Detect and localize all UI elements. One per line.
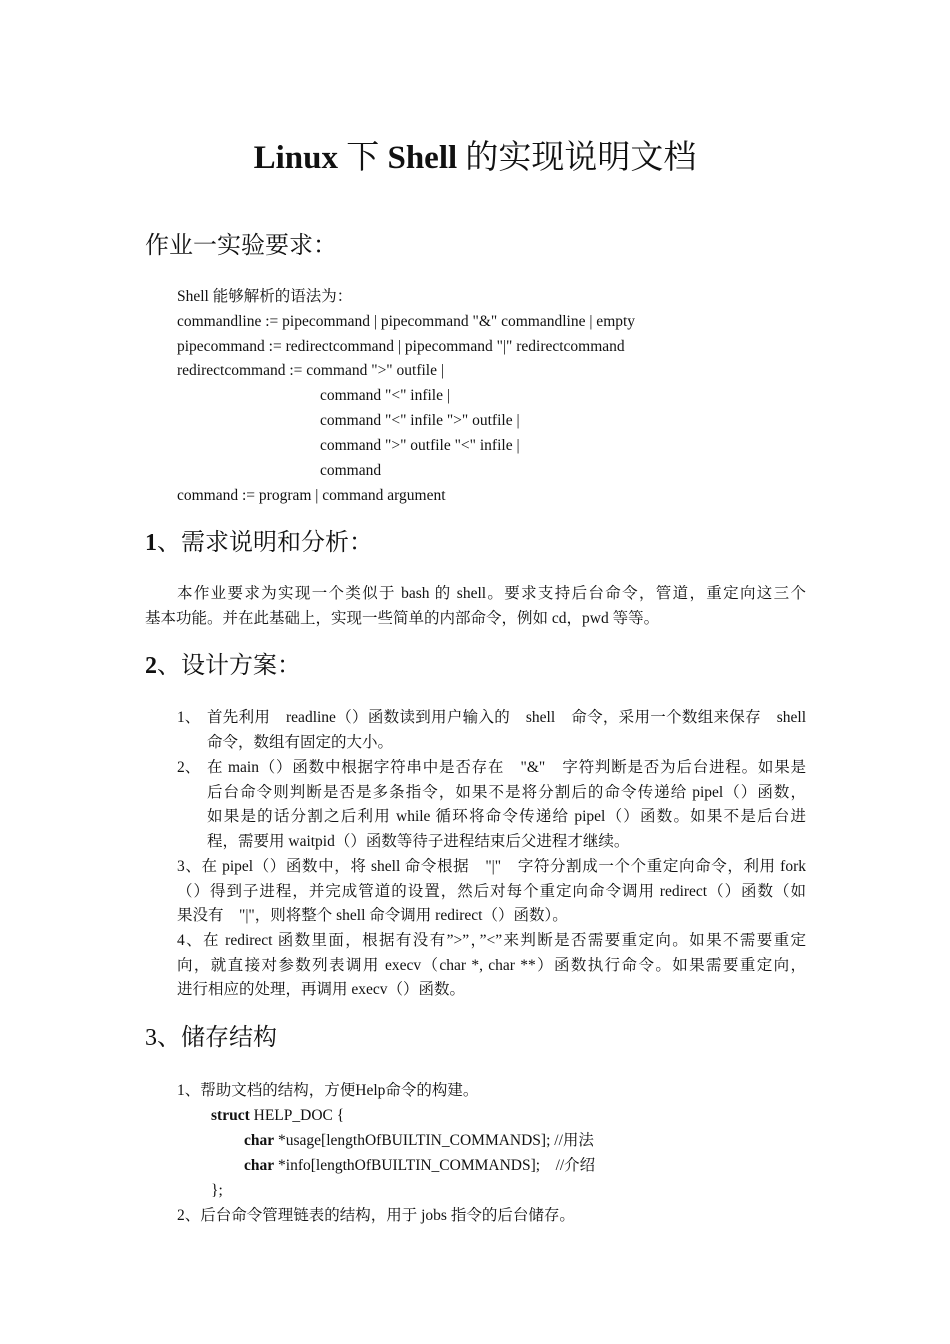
paragraph-line: 3、在 pipel（）函数中，将 shell 命令根据 "|" 字符分割成一个个重定向命令，利用 fork <box>177 858 806 875</box>
title-linux: Linux <box>253 140 338 176</box>
grammar-line: command := program | command argument <box>177 487 446 504</box>
item-line: 首先利用 readline（）函数读到用户输入的 shell 命令，采用一个数组来保存 shell <box>207 709 806 726</box>
paragraph-line: （）得到子进程，并完成管道的设置，然后对每个重定向命令调用 redirect（）函数（如 <box>177 882 806 900</box>
paragraph-line: 基本功能。并在此基础上，实现一些简单的内部命令，例如 cd，pwd 等等。 <box>145 609 660 627</box>
item-line: 如果是的话分割之后利用 while 循环将命令传递给 pipel（）函数。如果不是后台进 <box>207 808 806 826</box>
item-number: 1、 <box>177 709 201 726</box>
grammar-line: command "<" infile | <box>320 387 450 404</box>
struct-keyword: struct <box>211 1107 250 1124</box>
paragraph-line: 进行相应的处理，再调用 execv（）函数。 <box>177 981 466 999</box>
section-title: 、储存结构 <box>157 1025 277 1051</box>
section-title: 、设计方案： <box>157 653 301 679</box>
grammar-line: command <box>320 462 382 479</box>
section-heading-design <box>145 651 301 681</box>
section-title: 、需求说明和分析： <box>157 530 373 556</box>
grammar-intro: Shell 能够解析的语法为： <box>177 288 353 305</box>
item-body <box>207 706 806 755</box>
struct-field-usage <box>244 1131 594 1151</box>
struct-close: }; <box>211 1182 223 1199</box>
title-rest: 的实现说明文档 <box>457 140 697 176</box>
paragraph-line: 4、在 redirect 函数里面，根据有没有”>”，”<”来判断是否需要重定向。如果不需要重定 <box>177 932 806 949</box>
type-keyword: char <box>244 1157 275 1174</box>
grammar-line: commandline := pipecommand | pipecommand "&" commandline | empty <box>177 313 636 330</box>
section-number: 3 <box>145 1025 157 1051</box>
paragraph-line: 果没有 "|"，则将整个 shell 命令调用 redirect（）函数）。 <box>177 907 568 925</box>
design-item-1 <box>177 706 806 756</box>
section-heading-requirements: 作业一实验要求： <box>145 233 337 259</box>
paragraph-line: 本作业要求为实现一个类似于 bash 的 shell。要求支持后台命令，管道，重定向这三个 <box>177 585 806 602</box>
grammar-line: command "<" infile ">" outfile | <box>320 412 520 429</box>
item-line: 命令，数组有固定的大小。 <box>207 733 394 751</box>
design-item-2 <box>177 756 806 856</box>
section-number: 1 <box>145 530 157 556</box>
grammar-line: command ">" outfile "<" infile | <box>320 437 520 454</box>
struct-name: HELP_DOC { <box>249 1107 345 1124</box>
item-line: 程，需要用 waitpid（）函数等待子进程结束后父进程才继续。 <box>207 832 630 850</box>
field-text: *usage[lengthOfBUILTIN_COMMANDS]; //用法 <box>274 1132 594 1149</box>
item-line: 后台命令则判断是否是多条指令，如果不是将分割后的命令传递给 pipel（）函数， <box>207 783 806 801</box>
paragraph-line: 向，就直接对参数列表调用 execv（char *, char **）函数执行命令。如果需要重定向， <box>177 956 806 974</box>
section-heading-storage <box>145 1023 277 1053</box>
field-text: *info[lengthOfBUILTIN_COMMANDS]; //介绍 <box>274 1157 596 1174</box>
title-shell: Shell <box>387 140 458 176</box>
section-heading-analysis <box>145 528 373 558</box>
document-title <box>0 138 950 178</box>
design-item-3 <box>177 855 806 929</box>
title-xia: 下 <box>337 140 388 176</box>
item-line: 在 main（）函数中根据字符串中是否存在 "&" 字符判断是否为后台进程。如果是 <box>207 759 806 776</box>
section-number: 2 <box>145 653 157 679</box>
analysis-paragraph <box>145 582 806 631</box>
storage-item-2: 2、后台命令管理链表的结构，用于 jobs 指令的后台储存。 <box>177 1207 575 1224</box>
storage-item-1: 1、帮助文档的结构，方便Help命令的构建。 <box>177 1082 479 1099</box>
item-body <box>207 756 806 854</box>
item-number: 2、 <box>177 759 201 776</box>
type-keyword: char <box>244 1132 275 1149</box>
grammar-line: redirectcommand := command ">" outfile | <box>177 362 444 379</box>
design-item-4 <box>177 929 806 1003</box>
grammar-line: pipecommand := redirectcommand | pipecommand "|" redirectcommand <box>177 338 625 355</box>
struct-declaration <box>211 1106 344 1126</box>
struct-field-info <box>244 1156 595 1176</box>
